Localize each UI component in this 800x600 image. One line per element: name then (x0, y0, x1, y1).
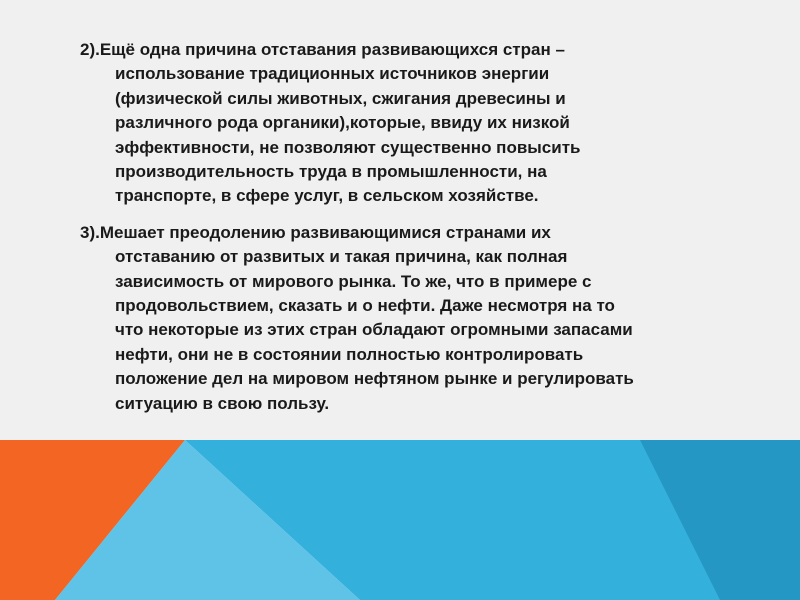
paragraph-text: Мешает преодолению развивающимися странами их отставанию от развитых и такая причина, как полная зависимость от мирового рынка. То же, что в примере с продовольствием, сказать и о нефти. Даже несмотря на то что некоторые из этих стран обладают огромными запасами нефти, они не в состоянии полностью контролировать положение дел на мировом нефтяном рынке и регулировать ситуацию в свою пользу. (99, 222, 634, 413)
paragraph-number: 2). (80, 40, 100, 59)
paragraph-text: Ещё одна причина отставания развивающихся стран – использование традиционных источников энергии (физической силы животных, сжигания древесины и различного рода органики),которые, ввиду их низкой эффективности, не позволяют существенно повысить производительность труда в промышленности, на транспорте, в сфере услуг, в сельском хозяйстве. (99, 40, 581, 206)
paragraph-number: 3). (80, 222, 100, 242)
